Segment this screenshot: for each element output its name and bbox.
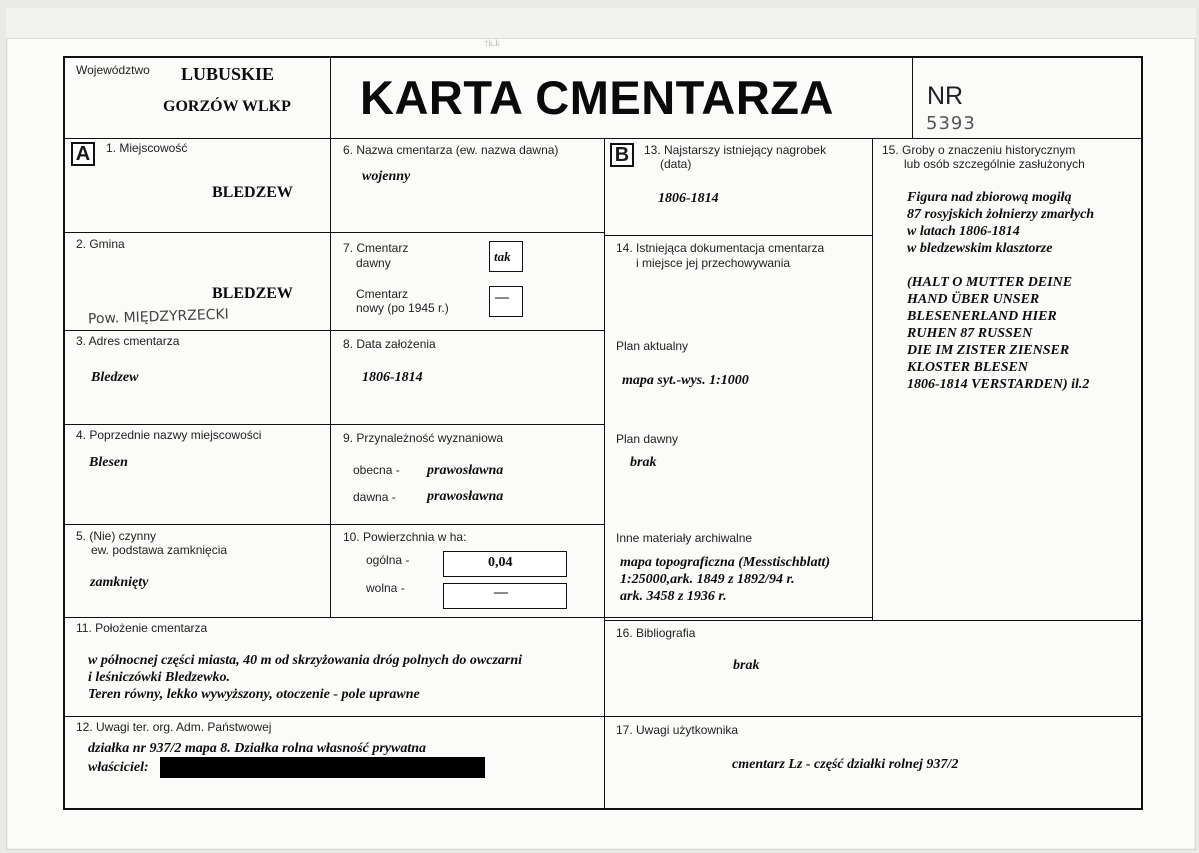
cmentarz-nowy-label: Cmentarz [356, 287, 409, 301]
uwagi-ter-line: działka nr 937/2 mapa 8. Działka rolna własność prywatna [88, 741, 427, 756]
uwagi-uzytkownika-label: 17. Uwagi użytkownika [616, 723, 739, 737]
redaction-bar [160, 757, 485, 778]
grid-line [64, 524, 604, 525]
groby-line: RUHEN 87 RUSSEN [907, 326, 1033, 341]
inne-materialy-label: Inne materiały archiwalne [616, 531, 753, 545]
wolna-label: wolna - [366, 581, 405, 595]
dawna-label: dawna - [353, 490, 396, 504]
groby-label-2: lub osób szczególnie zasłużonych [904, 157, 1085, 171]
wojewodztwo-label: Województwo [76, 63, 150, 77]
groby-line: DIE IM ZISTER ZIENSER [907, 343, 1070, 358]
inne-materialy-line: mapa topograficzna (Messtischblatt) [620, 555, 831, 570]
cmentarz-dawny-label-2: dawny [356, 256, 391, 270]
ogolna-label: ogólna - [366, 553, 410, 567]
adres-value: Bledzew [91, 370, 139, 385]
czynny-label-2: ew. podstawa zamknięcia [91, 543, 228, 557]
groby-line: BLESENERLAND HIER [907, 309, 1057, 324]
uwagi-ter-label: 12. Uwagi ter. org. Adm. Państwowej [76, 720, 272, 734]
cmentarz-dawny-value: tak [494, 249, 511, 264]
najstarszy-label-2: (data) [660, 157, 692, 171]
grid-line [604, 235, 872, 236]
grid-line [64, 716, 1142, 717]
wolna-value: — [494, 585, 508, 600]
groby-line: 1806-1814 VERSTARDEN) il.2 [907, 377, 1090, 392]
polozenie-line: i leśniczówki Bledzewko. [88, 670, 230, 685]
grid-line [64, 232, 604, 233]
powierzchnia-label: 10. Powierzchnia w ha: [343, 530, 467, 544]
page-title: KARTA CMENTARZA [360, 71, 834, 124]
dokumentacja-label: 14. Istniejąca dokumentacja cmentarza [616, 241, 825, 255]
groby-line: (HALT O MUTTER DEINE [907, 275, 1073, 290]
poprzednie-nazwy-label: 4. Poprzednie nazwy miejscowości [76, 428, 262, 442]
bibliografia-label: 16. Bibliografia [616, 626, 696, 640]
inne-materialy-line: ark. 3458 z 1936 r. [620, 589, 727, 604]
groby-label: 15. Groby o znaczeniu historycznym [882, 143, 1076, 157]
czynny-label: 5. (Nie) czynny [76, 529, 157, 543]
groby-line: Figura nad zbiorową mogiłą [907, 190, 1072, 205]
cmentarz-nowy-label-2: nowy (po 1945 r.) [356, 301, 449, 315]
groby-line: KLOSTER BLESEN [907, 360, 1028, 375]
grid-line [604, 620, 1142, 621]
przynaleznosc-label: 9. Przynależność wyznaniowa [343, 431, 504, 445]
nr-value: 5393 [926, 113, 976, 134]
bibliografia-value: brak [733, 658, 760, 673]
miejscowosc-value: BLEDZEW [212, 184, 293, 201]
obecna-label: obecna - [353, 463, 400, 477]
groby-line: w bledzewskim klasztorze [907, 241, 1053, 256]
groby-line: w latach 1806-1814 [907, 224, 1020, 239]
czynny-value: zamknięty [90, 575, 149, 590]
grid-line [64, 617, 872, 618]
top-strip [6, 8, 1196, 39]
nazwa-cmentarza-label: 6. Nazwa cmentarza (ew. nazwa dawna) [343, 143, 559, 157]
najstarszy-value: 1806-1814 [658, 191, 719, 206]
city-name: GORZÓW WLKP [163, 98, 291, 115]
miejscowosc-label: 1. Miejscowość [106, 141, 188, 155]
uwagi-uzytkownika-value: cmentarz Lz - część działki rolnej 937/2 [732, 757, 959, 772]
polozenie-line: Teren równy, lekko wywyższony, otoczenie - pole uprawne [88, 687, 420, 702]
data-zalozenia-value: 1806-1814 [362, 370, 423, 385]
section-b-badge: B [610, 143, 634, 167]
groby-line: 87 rosyjskich żołnierzy zmarłych [907, 207, 1095, 222]
polozenie-line: w północnej części miasta, 40 m od skrzyżowania dróg polnych do owczarni [88, 653, 523, 668]
nr-label: NR [927, 82, 964, 110]
ogolna-value: 0,04 [488, 555, 513, 570]
plan-aktualny-label: Plan aktualny [616, 339, 689, 353]
gmina-value: BLEDZEW [212, 285, 293, 302]
poprzednie-nazwy-value: Blesen [89, 455, 128, 470]
grid-line [872, 139, 873, 620]
data-zalozenia-label: 8. Data założenia [343, 337, 436, 351]
cmentarz-dawny-label: 7. Cmentarz [343, 241, 409, 255]
section-a-badge: A [71, 142, 95, 166]
plan-dawny-label: Plan dawny [616, 432, 679, 446]
grid-line [64, 138, 1142, 139]
scan-mark: †k.k [484, 38, 500, 48]
plan-dawny-value: brak [630, 455, 657, 470]
nazwa-cmentarza-value: wojenny [362, 169, 411, 184]
groby-line: HAND ÜBER UNSER [907, 292, 1040, 307]
grid-line [604, 139, 605, 809]
obecna-value: prawosławna [427, 463, 504, 478]
owner-label: właściciel: [88, 760, 149, 775]
grid-line [912, 57, 913, 139]
gmina-label: 2. Gmina [76, 237, 125, 251]
cmentarz-nowy-value: — [495, 290, 509, 305]
grid-line [64, 330, 604, 331]
wojewodztwo-value: LUBUSKIE [181, 64, 275, 84]
najstarszy-label: 13. Najstarszy istniejący nagrobek [644, 143, 827, 157]
polozenie-label: 11. Położenie cmentarza [76, 621, 208, 635]
inne-materialy-line: 1:25000,ark. 1849 z 1892/94 r. [620, 572, 795, 587]
adres-label: 3. Adres cmentarza [76, 334, 180, 348]
grid-line [64, 424, 604, 425]
plan-aktualny-value: mapa syt.-wys. 1:1000 [622, 373, 749, 388]
dawna-value: prawosławna [427, 489, 504, 504]
grid-line [330, 57, 331, 617]
handwritten-powiat: Pow. MIĘDZYRZECKI [87, 306, 230, 328]
dokumentacja-label-2: i miejsce jej przechowywania [636, 256, 791, 270]
